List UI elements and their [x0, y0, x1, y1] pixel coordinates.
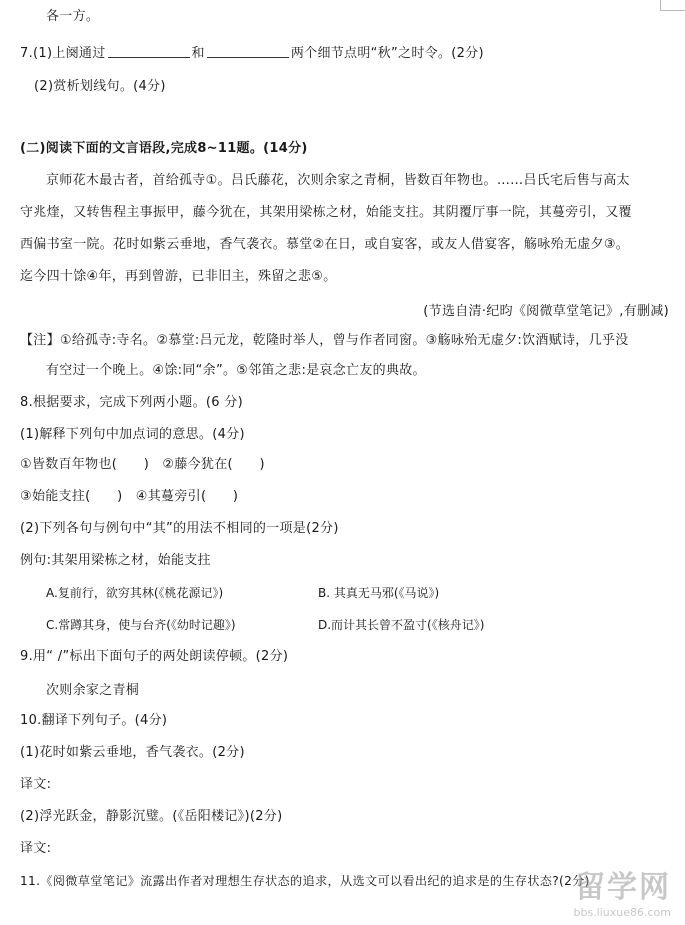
passage-line: 迄今四十馀④年，再到曾游，已非旧主，殊留之悲⑤。: [20, 269, 337, 284]
translation-label: 译文:: [20, 841, 52, 856]
answer-blank[interactable]: [108, 44, 190, 58]
passage-source: (节选自清·纪昀《阅微草堂笔记》,有删减): [423, 304, 669, 319]
text-fragment: 和: [191, 46, 205, 61]
translation-label: 译文:: [20, 777, 52, 792]
option-b[interactable]: B. 其真无马邪(《马说》): [318, 586, 440, 600]
question-9-sentence: 次则余家之青桐: [46, 683, 140, 698]
question-8-1-items: ③始能支拄( ) ④其蔓旁引( ): [20, 489, 239, 504]
question-8-1-items: ①皆数百年物也( ) ②藤今犹在( ): [20, 457, 265, 472]
question-10-2: (2)浮光跃金，静影沉璧。(《岳阳楼记》)(2分): [20, 809, 283, 824]
question-8: 8.根据要求，完成下列两小题。(6 分): [20, 395, 243, 410]
option-c[interactable]: C.常蹲其身，使与台齐(《幼时记趣》): [46, 618, 236, 632]
text-fragment: 7.(1)上阕通过: [20, 46, 106, 61]
question-8-1: (1)解释下列句中加点词的意思。(4分): [20, 427, 245, 442]
page-corner-mark: [660, 0, 685, 11]
answer-blank[interactable]: [207, 44, 289, 58]
option-d[interactable]: D.而计其长曾不盈寸(《核舟记》): [318, 618, 485, 632]
watermark: [573, 862, 671, 919]
question-11: 11.《阅微草堂笔记》流露出作者对理想生存状态的追求，从选文可以看出纪的追求是的生存状态?(2分): [20, 874, 590, 888]
text-line: 各一方。: [46, 9, 100, 24]
option-a[interactable]: A.复前行，欲穷其林(《桃花源记》): [46, 586, 224, 600]
passage-line: 西偏书室一院。花时如紫云垂地，香气袭衣。慕堂②在日，或自宴客，或友人借宴客，觞咏殆无虚夕③。: [20, 237, 630, 252]
note-line: 有空过一个晚上。④馀:同“余”。⑤邻笛之悲:是哀念亡友的典故。: [46, 363, 426, 378]
watermark-url: bbs.liuxue86.com: [573, 906, 671, 919]
note-line: 【注】①给孤寺:寺名。②慕堂:吕元龙，乾隆时举人，曾与作者同窗。③觞咏殆无虚夕:饮酒赋诗，几乎没: [20, 333, 629, 348]
question-7-2: (2)赏析划线句。(4分): [34, 79, 166, 94]
passage-line: 守兆煃，又转售程主事振甲，藤今犹在，其架用梁栋之材，始能支拄。其阴覆厅事一院，其蔓旁引，又覆: [20, 205, 632, 220]
question-8-2: (2)下列各句与例句中“其”的用法不相同的一项是(2分): [20, 521, 339, 536]
text-fragment: 两个细节点明“秋”之时令。(2分): [290, 46, 484, 61]
question-10: 10.翻译下列句子。(4分): [20, 713, 168, 728]
example-sentence: 例句:其架用梁栋之材，始能支拄: [20, 553, 211, 568]
section-title: (二)阅读下面的文言语段,完成8~11题。(14分): [20, 141, 308, 156]
question-9: 9.用“ /”标出下面句子的两处朗读停顿。(2分): [20, 649, 289, 664]
watermark-logo: 留学网: [575, 870, 671, 905]
question-10-1: (1)花时如紫云垂地，香气袭衣。(2分): [20, 745, 245, 760]
question-7-1: [20, 44, 484, 63]
passage-line: 京师花木最古者，首给孤寺①。吕氏藤花，次则余家之青桐，皆数百年物也。……吕氏宅后售与高太: [46, 173, 630, 188]
